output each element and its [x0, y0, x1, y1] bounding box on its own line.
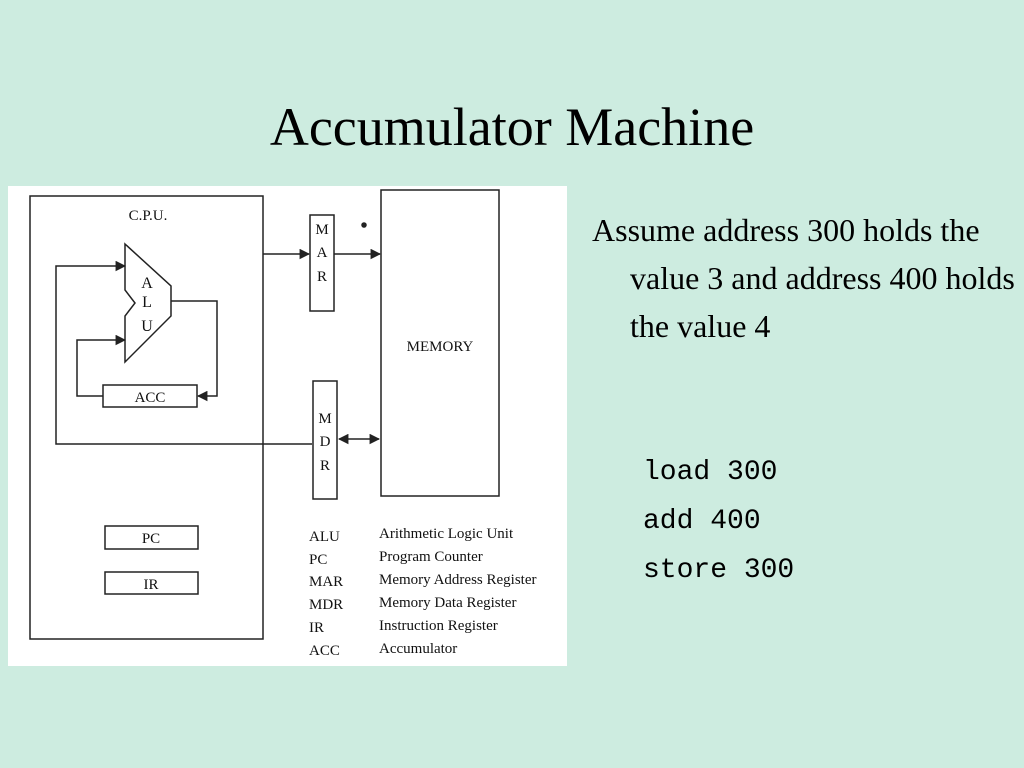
alu-letter-l: L [142, 294, 152, 311]
legend-desc: Accumulator [379, 641, 458, 657]
legend-desc: Instruction Register [379, 618, 498, 634]
accumulator-machine-diagram [8, 186, 567, 666]
code-line: load 300 [643, 457, 778, 488]
cpu-label: C.P.U. [128, 208, 168, 224]
legend-desc: Memory Address Register [379, 572, 537, 588]
mdr-letter-m: M [318, 411, 332, 427]
mar-letter-m: M [315, 222, 329, 238]
mdr-to-alu-wire [56, 266, 312, 444]
ir-label: IR [143, 577, 159, 593]
legend-abbr: PC [309, 552, 328, 568]
acc-label: ACC [134, 390, 166, 406]
pc-label: PC [141, 531, 161, 547]
legend-desc: Memory Data Register [379, 595, 517, 611]
mdr-letter-d: D [319, 434, 331, 450]
mar-letter-r: R [316, 269, 328, 285]
alu-letter-a: A [141, 275, 153, 292]
legend-desc: Program Counter [379, 549, 483, 565]
alu-to-acc-wire [171, 301, 217, 396]
memory-label: MEMORY [406, 339, 474, 355]
code-line: add 400 [643, 506, 761, 537]
legend-abbr: IR [309, 620, 324, 636]
mdr-letter-r: R [319, 458, 331, 474]
code-listing [643, 448, 794, 595]
legend [309, 526, 536, 659]
dot-mark [362, 223, 366, 227]
acc-to-alu-wire [77, 340, 125, 396]
legend-abbr: ALU [309, 529, 340, 545]
slide-title: Accumulator Machine [269, 97, 755, 157]
mar-letter-a: A [316, 245, 328, 261]
legend-abbr: ACC [309, 643, 340, 659]
legend-abbr: MAR [309, 574, 344, 590]
legend-desc: Arithmetic Logic Unit [379, 526, 514, 542]
assumption-text: Assume address 300 holds the value 3 and address 400 holds the value 4 [592, 212, 1015, 344]
legend-abbr: MDR [309, 597, 344, 613]
alu-letter-u: U [141, 318, 153, 335]
code-line: store 300 [643, 555, 795, 586]
